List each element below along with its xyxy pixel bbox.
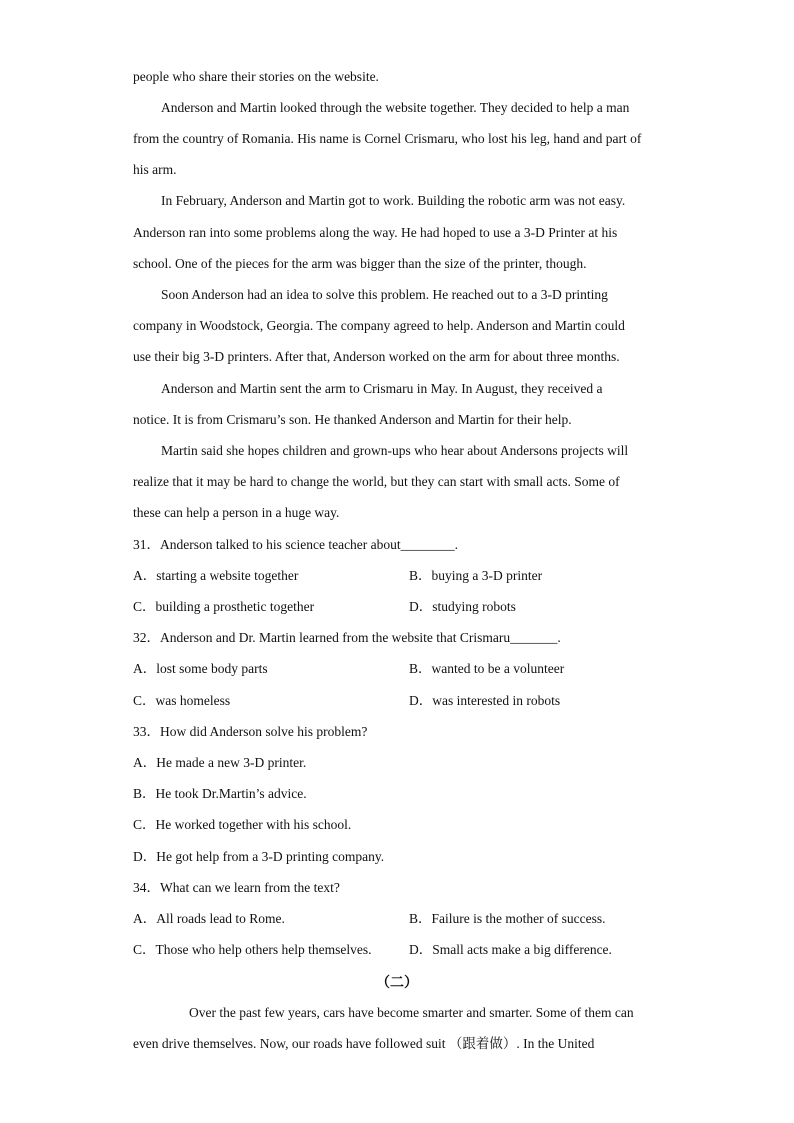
question-33-option-a: A．He made a new 3-D printer. bbox=[133, 755, 307, 770]
question-32-option-a: A．lost some body parts bbox=[133, 661, 268, 676]
passage-line: these can help a person in a huge way. bbox=[133, 505, 340, 520]
question-33-option-d: D．He got help from a 3-D printing company. bbox=[133, 849, 385, 864]
question-33-stem: 33．How did Anderson solve his problem? bbox=[133, 724, 368, 739]
question-31-option-a: A．starting a website together bbox=[133, 568, 299, 583]
passage-line: school. One of the pieces for the arm was bigger than the size of the printer, though. bbox=[133, 256, 587, 271]
section2-line: even drive themselves. Now, our roads have followed suit （跟着做）. In the United bbox=[133, 1036, 595, 1051]
passage-line: use their big 3-D printers. After that, Anderson worked on the arm for about three months. bbox=[133, 349, 620, 364]
question-32-option-d: D．was interested in robots bbox=[409, 693, 561, 708]
question-34-option-b: B．Failure is the mother of success. bbox=[409, 911, 606, 926]
passage-line: Soon Anderson had an idea to solve this problem. He reached out to a 3-D printing bbox=[161, 287, 608, 302]
section2-line: Over the past few years, cars have become smarter and smarter. Some of them can bbox=[189, 1005, 634, 1020]
question-31-option-d: D．studying robots bbox=[409, 599, 516, 614]
passage-line: Anderson and Martin looked through the website together. They decided to help a man bbox=[161, 100, 630, 115]
question-34-option-c: C．Those who help others help themselves. bbox=[133, 942, 372, 957]
passage-line: notice. It is from Crismaru’s son. He thanked Anderson and Martin for their help. bbox=[133, 412, 572, 427]
question-34-option-d: D．Small acts make a big difference. bbox=[409, 942, 612, 957]
question-32-option-b: B．wanted to be a volunteer bbox=[409, 661, 565, 676]
question-34-stem: 34．What can we learn from the text? bbox=[133, 880, 340, 895]
passage-line: company in Woodstock, Georgia. The company agreed to help. Anderson and Martin could bbox=[133, 318, 625, 333]
passage-line: Anderson and Martin sent the arm to Crismaru in May. In August, they received a bbox=[161, 381, 603, 396]
question-34-option-a: A．All roads lead to Rome. bbox=[133, 911, 285, 926]
passage-line: Martin said she hopes children and grown-ups who hear about Andersons projects will bbox=[161, 443, 629, 458]
passage-line: Anderson ran into some problems along the way. He had hoped to use a 3-D Printer at his bbox=[133, 225, 618, 240]
question-31-option-c: C．building a prosthetic together bbox=[133, 599, 315, 614]
passage-line: people who share their stories on the website. bbox=[133, 69, 379, 84]
passage-line: his arm. bbox=[133, 162, 177, 177]
question-32-stem: 32．Anderson and Dr. Martin learned from the website that Crismaru_______. bbox=[133, 630, 561, 645]
question-31-option-b: B．buying a 3-D printer bbox=[409, 568, 543, 583]
passage-line: In February, Anderson and Martin got to work. Building the robotic arm was not easy. bbox=[161, 193, 626, 208]
question-33-option-b: B．He took Dr.Martin’s advice. bbox=[133, 786, 307, 801]
question-33-option-c: C．He worked together with his school. bbox=[133, 817, 352, 832]
passage-line: from the country of Romania. His name is Cornel Crismaru, who lost his leg, hand and part of bbox=[133, 131, 642, 146]
passage-line: realize that it may be hard to change the world, but they can start with small acts. Some of bbox=[133, 474, 620, 489]
section-title: （二） bbox=[376, 976, 418, 991]
question-31-stem: 31．Anderson talked to his science teacher about________. bbox=[133, 537, 459, 552]
question-32-option-c: C．was homeless bbox=[133, 693, 231, 708]
